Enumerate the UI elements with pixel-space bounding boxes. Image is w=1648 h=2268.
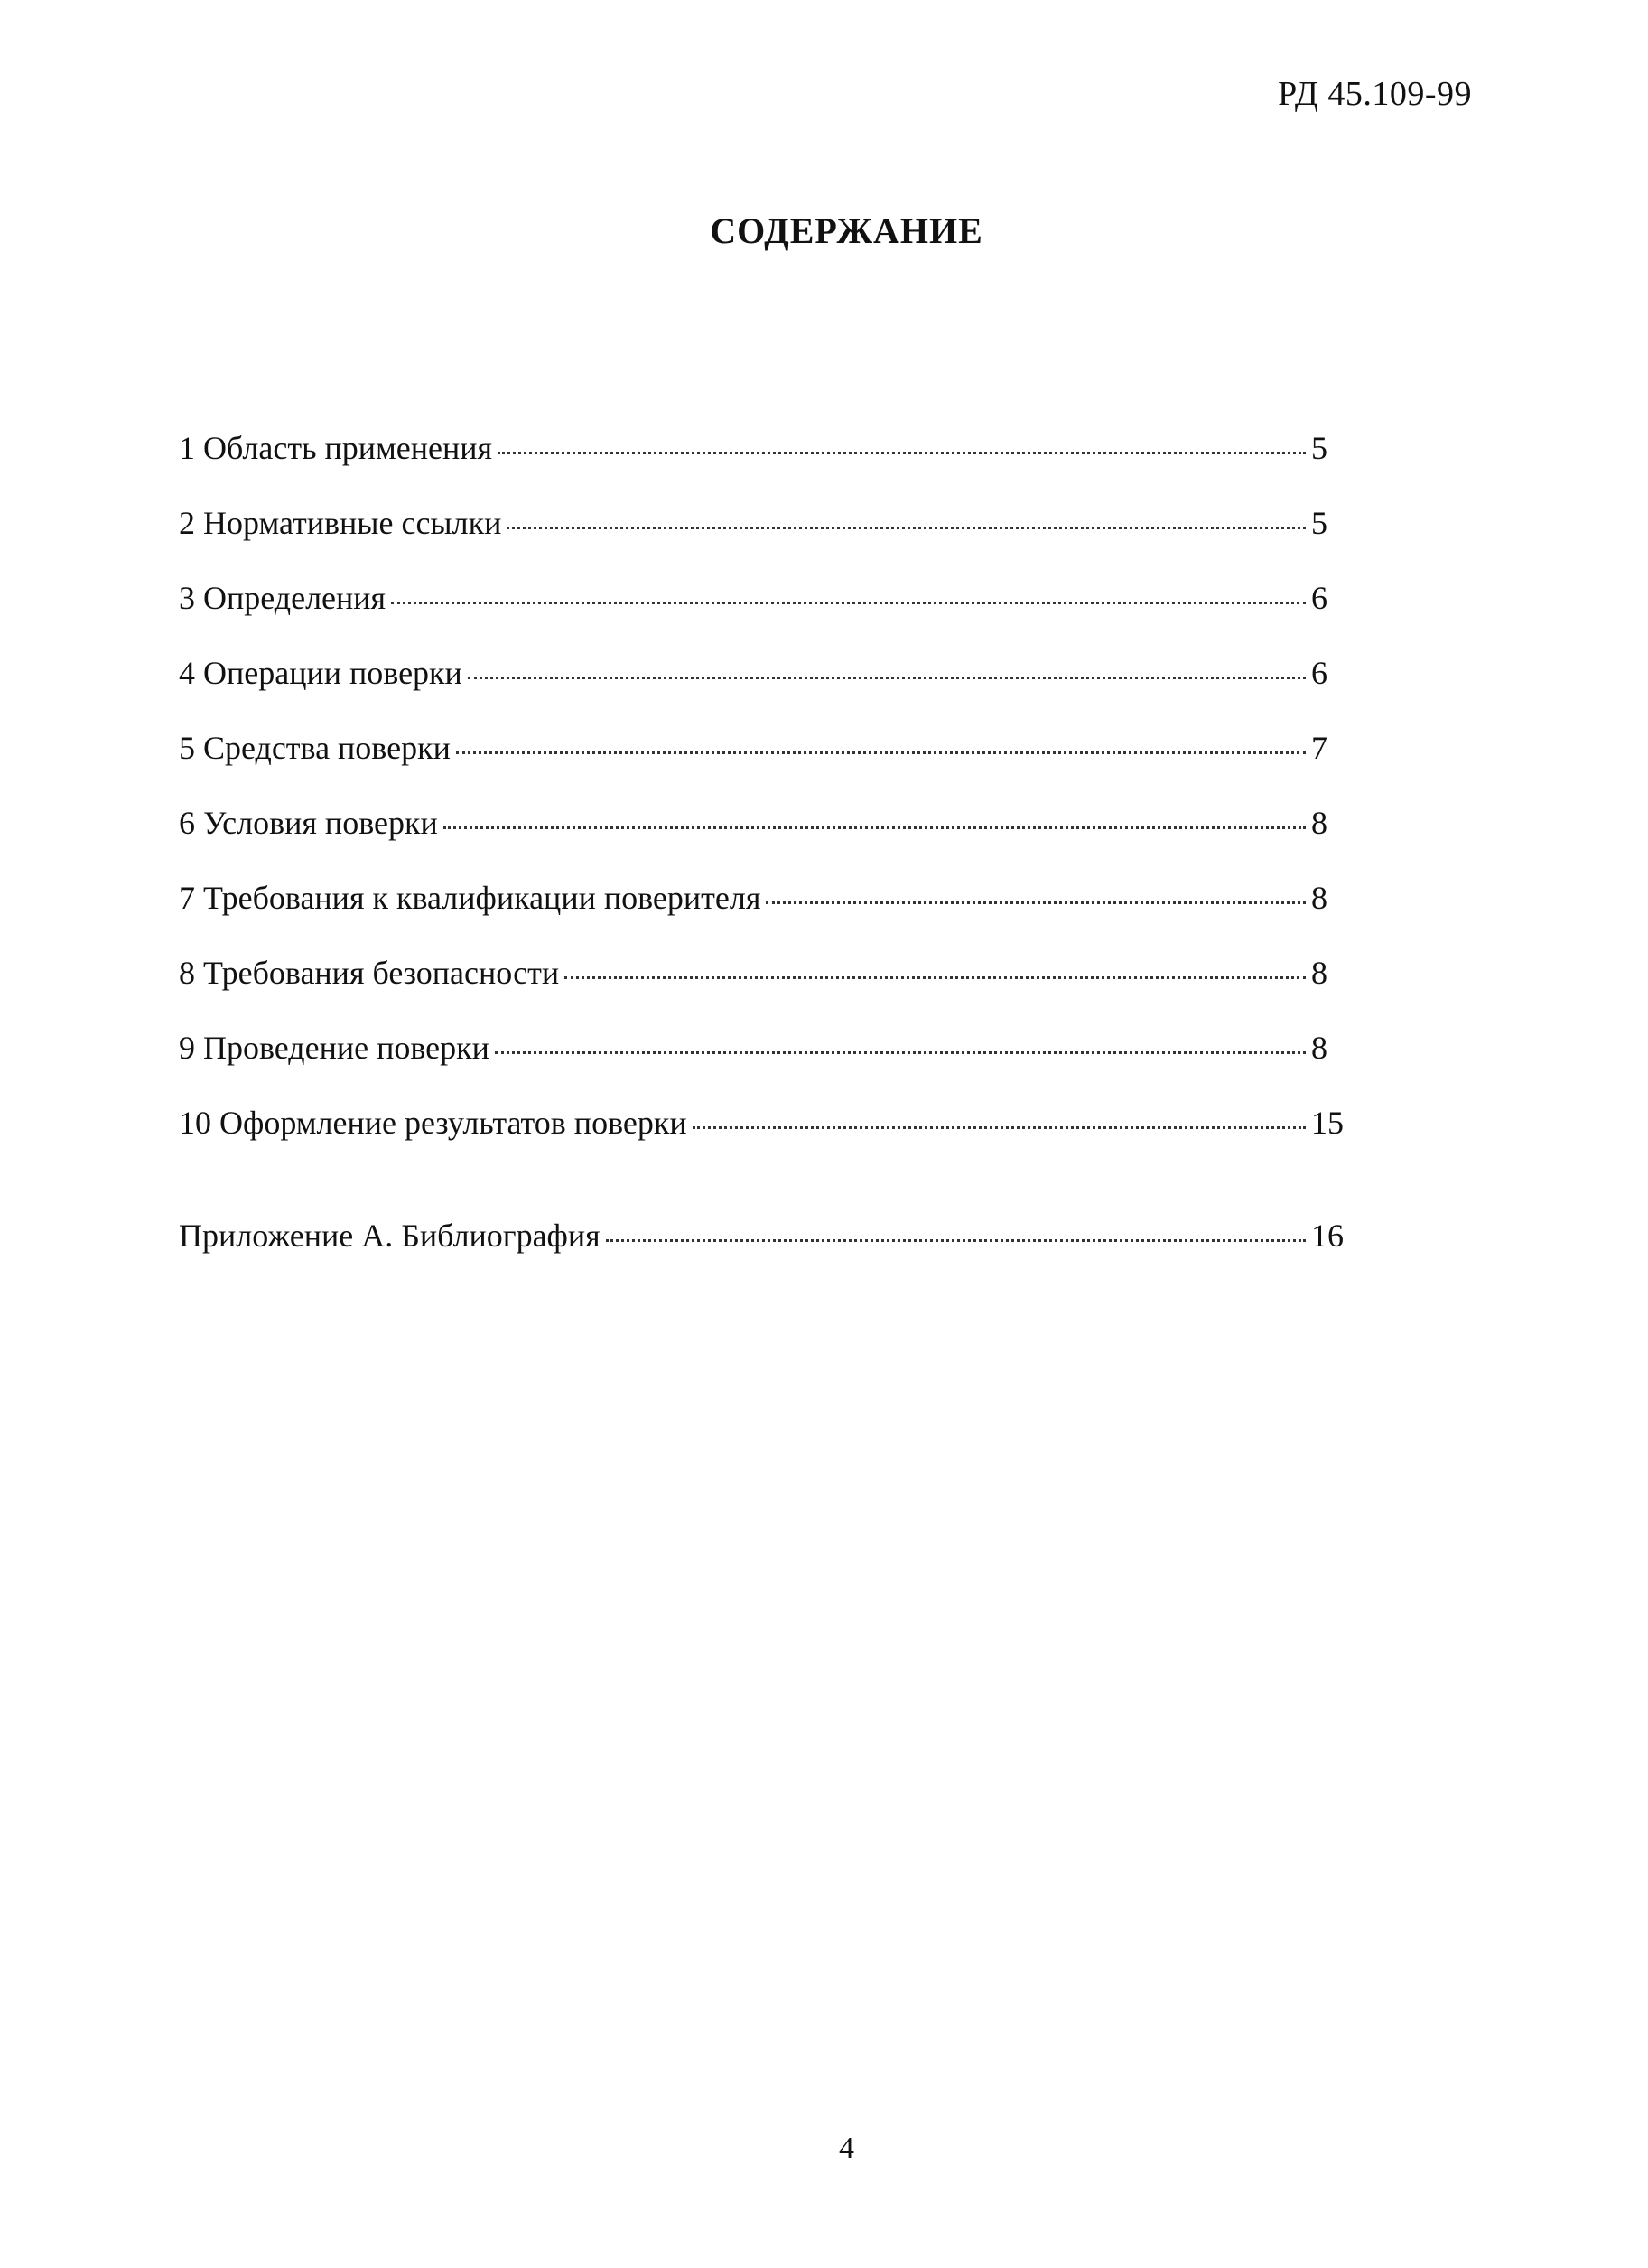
- toc-entry-9[interactable]: [179, 1031, 1353, 1106]
- toc-entry-8[interactable]: [179, 957, 1353, 1031]
- table-of-contents: [179, 432, 1353, 1294]
- toc-entry-3[interactable]: [179, 582, 1353, 657]
- dot-leader: [693, 1126, 1306, 1129]
- toc-entry-page: 6: [1311, 580, 1327, 616]
- toc-entry-label: 5 Средства поверки: [179, 730, 451, 766]
- dot-leader: [456, 751, 1306, 754]
- toc-entry-page: 8: [1311, 1030, 1327, 1066]
- toc-entry-page: 5: [1311, 430, 1327, 466]
- dot-leader: [495, 1051, 1306, 1054]
- dot-leader: [507, 527, 1306, 529]
- toc-entry-label: 9 Проведение поверки: [179, 1030, 489, 1066]
- toc-entry-10[interactable]: [179, 1106, 1353, 1181]
- toc-entry-4[interactable]: [179, 657, 1353, 732]
- dot-leader: [498, 452, 1306, 454]
- dot-leader: [391, 602, 1306, 604]
- toc-entry-page: 15: [1311, 1105, 1344, 1141]
- toc-entry-label: 10 Оформление результатов поверки: [179, 1105, 687, 1141]
- toc-entry-label: 1 Область применения: [179, 430, 493, 466]
- toc-entry-label: 2 Нормативные ссылки: [179, 505, 502, 541]
- page-number: 4: [839, 2132, 854, 2165]
- document-code: РД 45.109-99: [1278, 75, 1472, 113]
- toc-entry-page: 8: [1311, 955, 1327, 991]
- dot-leader: [564, 976, 1306, 979]
- toc-entry-label: 4 Операции поверки: [179, 655, 462, 691]
- toc-entry-2[interactable]: [179, 507, 1353, 582]
- dot-leader: [606, 1239, 1306, 1242]
- toc-entry-page: 7: [1311, 730, 1327, 766]
- dot-leader: [468, 677, 1306, 679]
- toc-entry-appendix-a[interactable]: [179, 1219, 1353, 1294]
- toc-entry-label: Приложение А. Библиография: [179, 1218, 601, 1254]
- toc-entry-page: 5: [1311, 505, 1327, 541]
- toc-entry-label: 8 Требования безопасности: [179, 955, 560, 991]
- toc-entry-7[interactable]: [179, 882, 1353, 957]
- toc-entry-5[interactable]: [179, 732, 1353, 807]
- page-title: СОДЕРЖАНИЕ: [710, 210, 983, 251]
- toc-entry-label: 7 Требования к квалификации поверителя: [179, 880, 761, 916]
- dot-leader: [443, 826, 1306, 829]
- toc-entry-page: 8: [1311, 805, 1327, 841]
- toc-entry-label: 6 Условия поверки: [179, 805, 438, 841]
- toc-entry-page: 6: [1311, 655, 1327, 691]
- toc-entry-1[interactable]: [179, 432, 1353, 507]
- toc-entry-page: 16: [1311, 1218, 1344, 1254]
- dot-leader: [766, 901, 1306, 904]
- toc-entry-label: 3 Определения: [179, 580, 386, 616]
- toc-entry-page: 8: [1311, 880, 1327, 916]
- toc-entry-6[interactable]: [179, 807, 1353, 882]
